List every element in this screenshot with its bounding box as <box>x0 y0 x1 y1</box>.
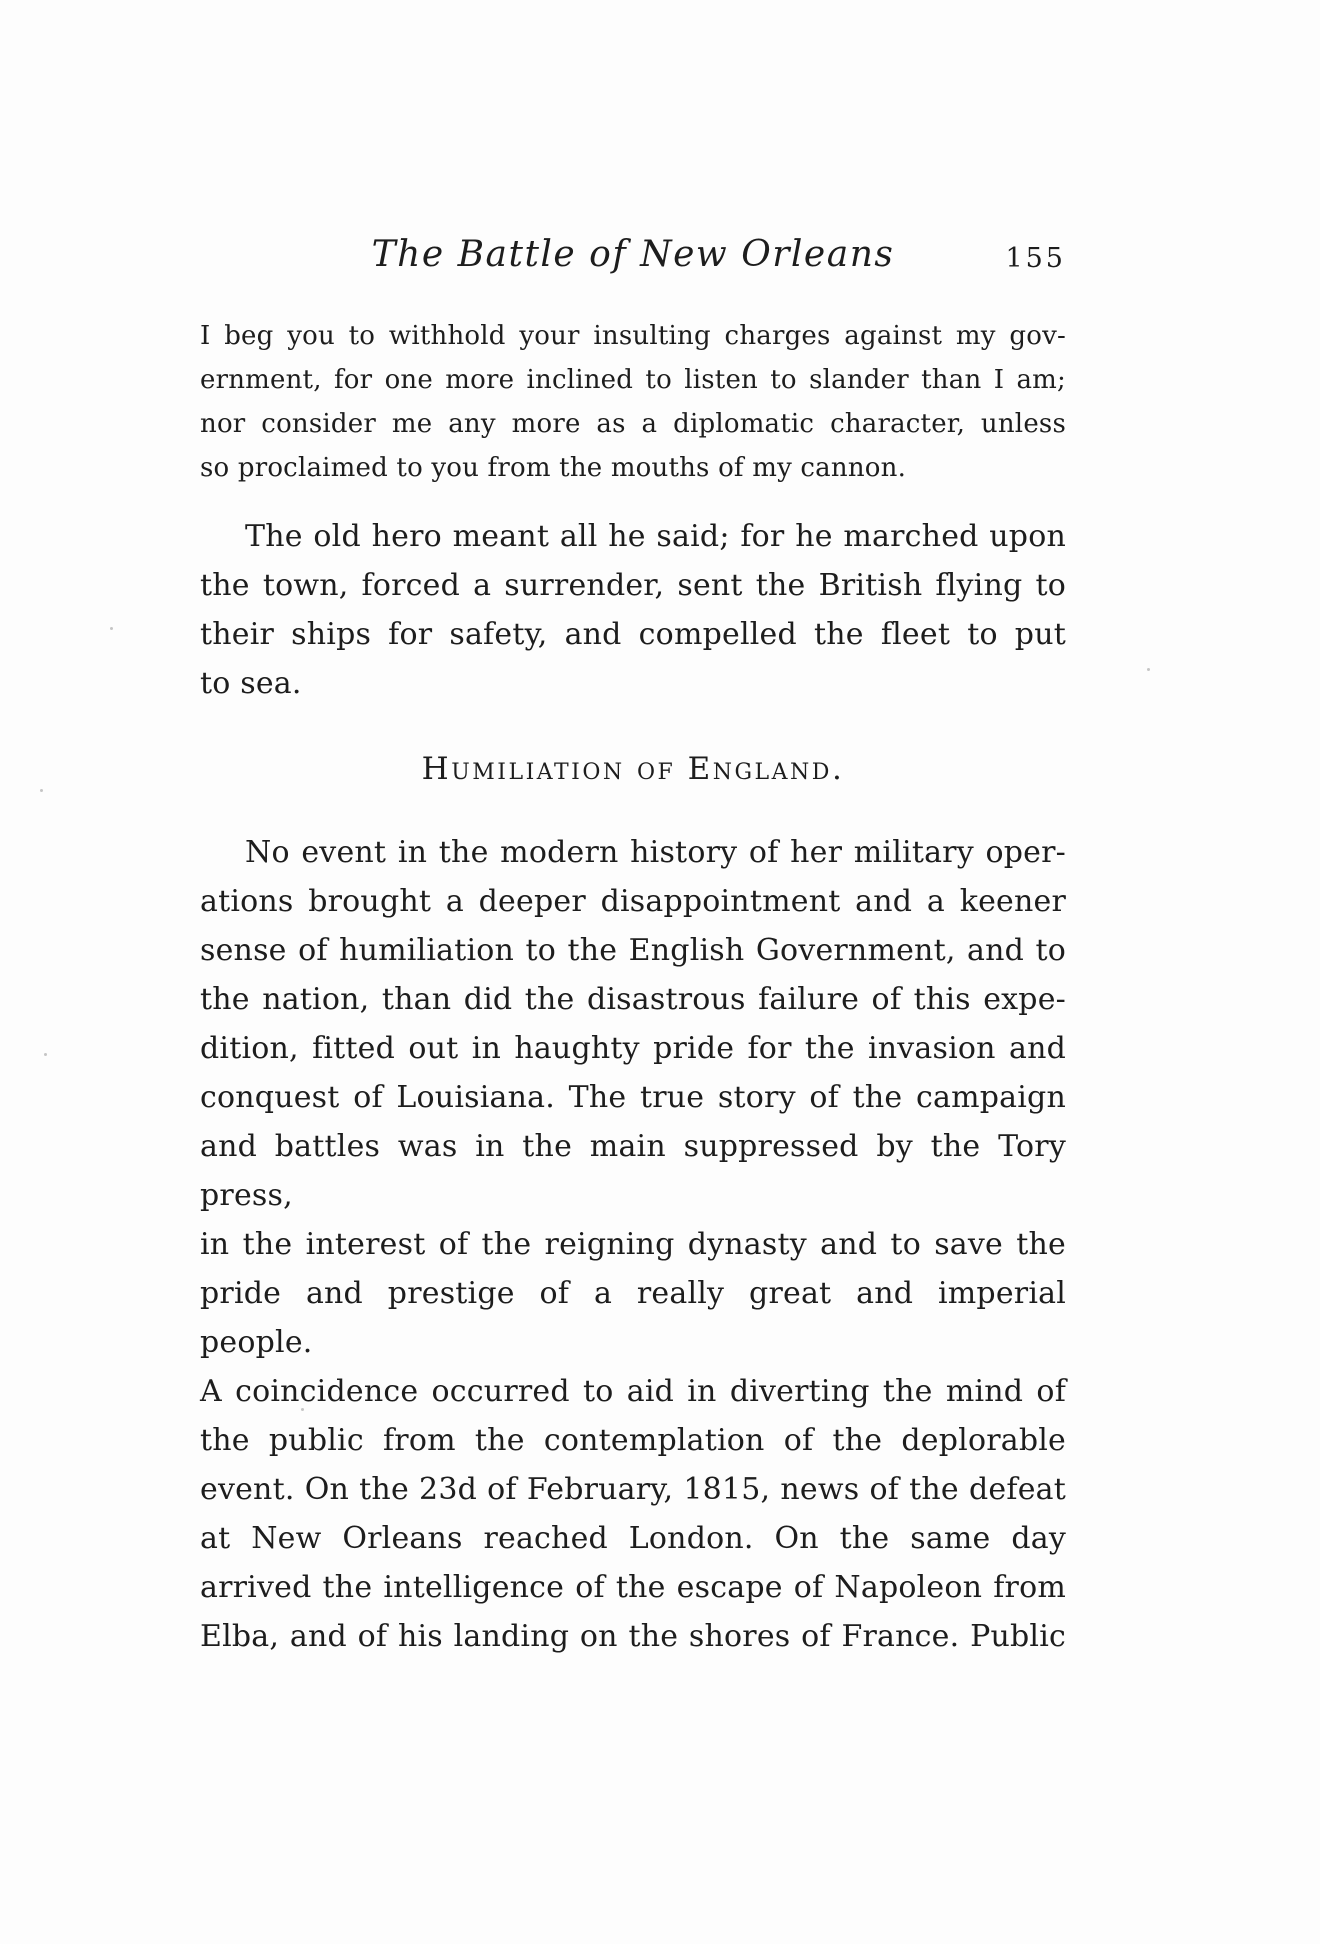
scan-speck <box>301 1408 304 1411</box>
text-line: in the interest of the reigning dynasty and to save the <box>200 1227 1066 1262</box>
text-line: No event in the modern history of her military oper- <box>245 835 1066 870</box>
running-header <box>200 234 1066 280</box>
scan-speck <box>40 789 43 792</box>
text-line: A coincidence occurred to aid in diverting the mind of <box>200 1374 1066 1409</box>
scan-speck <box>44 1053 47 1056</box>
paragraph-humiliation <box>200 828 1066 1661</box>
block-quote <box>200 314 1066 490</box>
section-heading: Humiliation of England. <box>421 751 845 787</box>
text-line: to sea. <box>200 666 302 701</box>
text-line: I beg you to withhold your insulting charges against my gov- <box>200 321 1066 351</box>
text-line: their ships for safety, and compelled the fleet to put <box>200 617 1066 652</box>
text-line: sense of humiliation to the English Government, and to <box>200 933 1066 968</box>
text-line: at New Orleans reached London. On the same day <box>200 1521 1066 1556</box>
text-line: the town, forced a surrender, sent the British flying to <box>200 568 1066 603</box>
text-line: ations brought a deeper disappointment and a keener <box>200 884 1066 919</box>
page-title: The Battle of New Orleans <box>371 234 895 275</box>
text-line: Elba, and of his landing on the shores of France. Public <box>200 1619 1066 1654</box>
text-line: event. On the 23d of February, 1815, news of the defeat <box>200 1472 1066 1507</box>
text-line: and battles was in the main suppressed by the Tory press, <box>200 1129 1066 1213</box>
text-line: pride and prestige of a really great and imperial people. <box>200 1276 1066 1360</box>
scan-speck <box>110 627 113 630</box>
text-line: The old hero meant all he said; for he marched upon <box>245 519 1066 554</box>
text-line: the public from the contemplation of the deplorable <box>200 1423 1066 1458</box>
text-line: arrived the intelligence of the escape of Napoleon from <box>200 1570 1066 1605</box>
paragraph-old-hero <box>200 512 1066 708</box>
text-line: nor consider me any more as a diplomatic character, unless <box>200 409 1066 439</box>
page-number: 155 <box>1005 243 1066 274</box>
text-line: dition, fitted out in haughty pride for the invasion and <box>200 1031 1066 1066</box>
scan-speck <box>1147 668 1150 671</box>
text-line: conquest of Louisiana. The true story of the campaign <box>200 1080 1066 1115</box>
text-line: the nation, than did the disastrous failure of this expe- <box>200 982 1066 1017</box>
text-line: ernment, for one more inclined to listen to slander than I am; <box>200 365 1066 395</box>
text-line: so proclaimed to you from the mouths of my cannon. <box>200 453 907 483</box>
